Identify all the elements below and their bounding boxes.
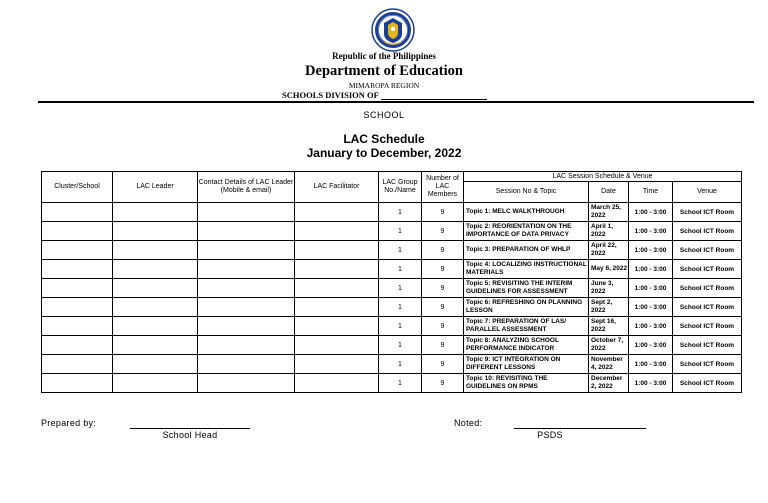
cell-topic: Topic 6: REFRESHING ON PLANNING LESSON	[464, 298, 589, 317]
cell-topic: Topic 3: PREPARATION OF WHLP	[464, 241, 589, 260]
table-row	[42, 279, 742, 298]
cell-contact	[198, 355, 295, 374]
prepared-by-label: Prepared by:	[41, 418, 97, 428]
cell-members: 9	[422, 355, 464, 374]
table-row	[42, 203, 742, 222]
cell-leader	[113, 298, 198, 317]
cell-cluster	[42, 336, 113, 355]
cell-venue: School ICT Room	[673, 317, 742, 336]
cell-contact	[198, 260, 295, 279]
cell-venue: School ICT Room	[673, 260, 742, 279]
cell-leader	[113, 241, 198, 260]
cell-cluster	[42, 203, 113, 222]
cell-venue: School ICT Room	[673, 241, 742, 260]
title-line-1: LAC Schedule	[343, 132, 425, 146]
department-heading: Department of Education	[305, 63, 463, 79]
cell-contact	[198, 203, 295, 222]
cell-date: June 3, 2022	[589, 279, 629, 298]
header-cluster: Cluster/School	[42, 172, 113, 203]
header-date: Date	[589, 182, 629, 203]
cell-topic: Topic 7: PREPARATION OF LAS/ PARALLEL ASSESSMENT	[464, 317, 589, 336]
cell-contact	[198, 298, 295, 317]
republic-heading: Republic of the Philippines	[332, 51, 436, 61]
cell-topic: Topic 10: REVISITING THE GUIDELINES ON RPMS	[464, 374, 589, 393]
cell-time: 1:00 - 3:00	[629, 355, 673, 374]
lac-schedule-table	[41, 171, 742, 393]
cell-topic: Topic 5: REVISITING THE INTERIM GUIDELINES FOR ASSESSMENT	[464, 279, 589, 298]
cell-venue: School ICT Room	[673, 374, 742, 393]
cell-leader	[113, 203, 198, 222]
header-leader: LAC Leader	[113, 172, 198, 203]
cell-cluster	[42, 374, 113, 393]
cell-contact	[198, 241, 295, 260]
cell-contact	[198, 336, 295, 355]
cell-facilitator	[295, 260, 379, 279]
division-label: SCHOOLS DIVISION OF	[282, 90, 379, 100]
cell-group: 1	[379, 317, 422, 336]
cell-members: 9	[422, 336, 464, 355]
cell-leader	[113, 317, 198, 336]
header-contact: Contact Details of LAC Leader (Mobile & email)	[198, 172, 295, 203]
cell-contact	[198, 222, 295, 241]
cell-cluster	[42, 279, 113, 298]
cell-cluster	[42, 222, 113, 241]
cell-date: April 1, 2022	[589, 222, 629, 241]
prepared-by-signature-line	[130, 428, 250, 429]
header-group: LAC Group No./Name	[379, 172, 422, 203]
cell-members: 9	[422, 317, 464, 336]
cell-date: October 7, 2022	[589, 336, 629, 355]
table-row	[42, 298, 742, 317]
table-row	[42, 317, 742, 336]
header-members: Number of LAC Members	[422, 172, 464, 203]
table-row	[42, 222, 742, 241]
cell-facilitator	[295, 374, 379, 393]
header-time: Time	[629, 182, 673, 203]
cell-topic: Topic 9: ICT INTEGRATION ON DIFFERENT LESSONS	[464, 355, 589, 374]
table-row	[42, 260, 742, 279]
header-venue: Venue	[673, 182, 742, 203]
cell-facilitator	[295, 241, 379, 260]
cell-facilitator	[295, 203, 379, 222]
cell-venue: School ICT Room	[673, 298, 742, 317]
cell-time: 1:00 - 3:00	[629, 298, 673, 317]
cell-group: 1	[379, 374, 422, 393]
cell-facilitator	[295, 222, 379, 241]
cell-date: April 22, 2022	[589, 241, 629, 260]
cell-leader	[113, 222, 198, 241]
cell-topic: Topic 1: MELC WALKTHROUGH	[464, 203, 589, 222]
cell-time: 1:00 - 3:00	[629, 336, 673, 355]
cell-venue: School ICT Room	[673, 355, 742, 374]
deped-seal-logo	[371, 8, 415, 52]
cell-members: 9	[422, 241, 464, 260]
page-title	[0, 132, 768, 160]
cell-topic: Topic 2: REORIENTATION ON THE IMPORTANCE OF DATA PRIVACY	[464, 222, 589, 241]
header-session-group: LAC Session Schedule & Venue	[464, 172, 742, 182]
noted-role: PSDS	[537, 430, 563, 440]
cell-leader	[113, 374, 198, 393]
cell-members: 9	[422, 374, 464, 393]
cell-cluster	[42, 298, 113, 317]
cell-members: 9	[422, 260, 464, 279]
cell-group: 1	[379, 260, 422, 279]
title-line-2: January to December, 2022	[306, 146, 462, 160]
cell-time: 1:00 - 3:00	[629, 203, 673, 222]
cell-date: Sept 2, 2022	[589, 298, 629, 317]
cell-cluster	[42, 241, 113, 260]
cell-facilitator	[295, 336, 379, 355]
prepared-by-role: School Head	[162, 430, 218, 440]
schedule-rows	[42, 203, 742, 393]
cell-leader	[113, 260, 198, 279]
noted-label: Noted:	[454, 418, 483, 428]
header-facilitator: LAC Facilitator	[295, 172, 379, 203]
cell-topic: Topic 8: ANALYZING SCHOOL PERFORMANCE INDICATOR	[464, 336, 589, 355]
school-heading: SCHOOL	[363, 110, 405, 120]
cell-group: 1	[379, 222, 422, 241]
cell-group: 1	[379, 298, 422, 317]
division-heading	[282, 90, 487, 100]
cell-group: 1	[379, 203, 422, 222]
cell-cluster	[42, 355, 113, 374]
cell-date: March 25, 2022	[589, 203, 629, 222]
cell-facilitator	[295, 279, 379, 298]
table-row	[42, 336, 742, 355]
region-heading: MIMAROPA REGION	[348, 81, 420, 90]
cell-cluster	[42, 317, 113, 336]
cell-contact	[198, 279, 295, 298]
cell-cluster	[42, 260, 113, 279]
cell-date: December 2, 2022	[589, 374, 629, 393]
cell-contact	[198, 374, 295, 393]
cell-topic: Topic 4: LOCALIZING INSTRUCTIONAL MATERIALS	[464, 260, 589, 279]
cell-time: 1:00 - 3:00	[629, 241, 673, 260]
cell-contact	[198, 317, 295, 336]
cell-time: 1:00 - 3:00	[629, 260, 673, 279]
cell-leader	[113, 279, 198, 298]
header-topic: Session No & Topic	[464, 182, 589, 203]
cell-members: 9	[422, 222, 464, 241]
table-row	[42, 241, 742, 260]
cell-venue: School ICT Room	[673, 336, 742, 355]
cell-group: 1	[379, 279, 422, 298]
cell-date: May 6, 2022	[589, 260, 629, 279]
cell-facilitator	[295, 355, 379, 374]
cell-leader	[113, 355, 198, 374]
table-row	[42, 374, 742, 393]
cell-time: 1:00 - 3:00	[629, 279, 673, 298]
cell-date: November 4, 2022	[589, 355, 629, 374]
division-blank-line	[381, 91, 487, 100]
cell-leader	[113, 336, 198, 355]
cell-group: 1	[379, 336, 422, 355]
cell-members: 9	[422, 279, 464, 298]
table-row	[42, 355, 742, 374]
cell-facilitator	[295, 317, 379, 336]
cell-venue: School ICT Room	[673, 279, 742, 298]
noted-signature-line	[514, 428, 646, 429]
cell-members: 9	[422, 298, 464, 317]
cell-venue: School ICT Room	[673, 222, 742, 241]
cell-group: 1	[379, 241, 422, 260]
cell-date: Sept 16, 2022	[589, 317, 629, 336]
cell-group: 1	[379, 355, 422, 374]
header-divider	[38, 101, 754, 103]
cell-venue: School ICT Room	[673, 203, 742, 222]
cell-members: 9	[422, 203, 464, 222]
cell-time: 1:00 - 3:00	[629, 374, 673, 393]
cell-time: 1:00 - 3:00	[629, 222, 673, 241]
cell-time: 1:00 - 3:00	[629, 317, 673, 336]
cell-facilitator	[295, 298, 379, 317]
